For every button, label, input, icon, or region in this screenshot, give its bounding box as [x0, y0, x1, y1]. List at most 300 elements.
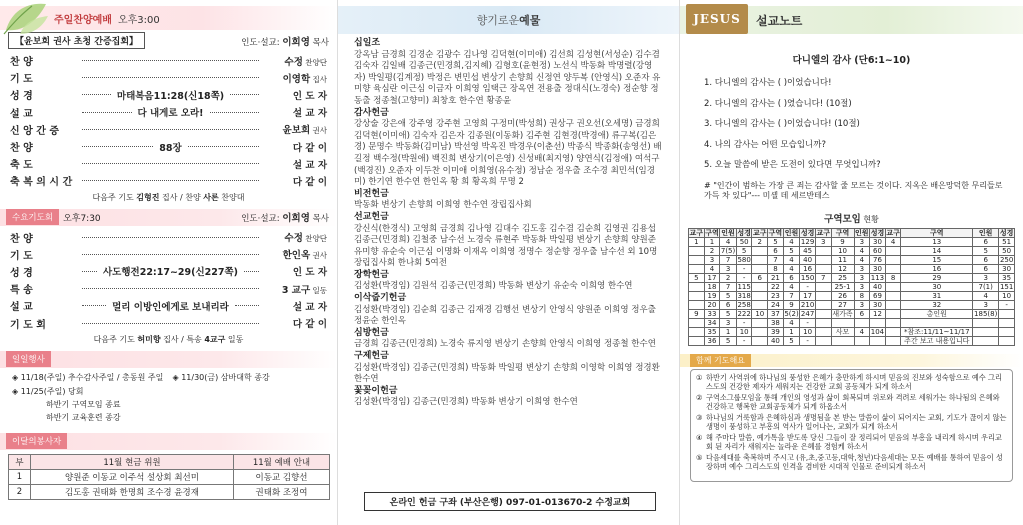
table-cell: 17 — [704, 273, 720, 282]
prayer-item — [696, 373, 1007, 391]
dotted-leader — [244, 271, 259, 272]
table-cell: 권태화 조정여 — [234, 484, 330, 499]
table-cell — [689, 327, 705, 336]
table-cell: 69 — [870, 291, 886, 300]
table-cell: 3 — [720, 264, 737, 273]
table-row — [689, 255, 1015, 264]
table-cell: 8 — [768, 264, 784, 273]
prayer-header — [680, 354, 1023, 367]
table-cell: 1 — [704, 237, 720, 246]
table-cell: 2 — [752, 237, 768, 246]
dotted-leader — [235, 305, 259, 306]
table-cell — [870, 336, 886, 345]
table-row — [9, 484, 330, 499]
prayer-number: ④ — [696, 432, 703, 442]
table-header: 11월 예배 안내 — [234, 454, 330, 469]
table-cell — [815, 309, 831, 318]
table-cell — [999, 336, 1015, 345]
table-cell: 19 — [704, 291, 720, 300]
order-row — [6, 104, 331, 121]
table-cell — [815, 291, 831, 300]
order-person: 인 도 자 — [292, 267, 327, 279]
table-cell: 580 — [737, 255, 751, 264]
sunday-preacher: 인도·설교: 이희영 목사 — [241, 36, 329, 48]
prayer-item — [696, 453, 1007, 471]
order-label: 찬 양 — [10, 57, 33, 69]
table-cell: 5 — [783, 246, 800, 255]
table-header: 인원 — [721, 228, 735, 237]
table-cell: 36 — [704, 336, 720, 345]
offering-names: 김성환(박경임) 김원석 김종근(민경희) 박동화 변상기 유순숙 이희영 한수연 — [354, 281, 633, 292]
table-cell: 7 — [768, 255, 784, 264]
prayer-text: 해 주마다 말씀, 예가톡을 받도록 당신 그들이 잘 정리되어 믿음의 부흥을 내리게 하시며 우리교회 된 자리가 새워지는 놀라운 은혜를 경험케 하소서 — [706, 432, 1002, 451]
table-cell: 17 — [800, 291, 816, 300]
table-cell: 250 — [999, 255, 1014, 264]
table-cell: 210 — [800, 300, 815, 309]
table-cell — [752, 255, 768, 264]
order-detail: 다 내게로 오라! — [137, 108, 204, 120]
table-cell: 23 — [768, 291, 784, 300]
order-label: 기 도 — [10, 250, 33, 262]
dotted-leader — [82, 288, 259, 289]
news-item: ◈ 11/30(금) 삼바대학 종강 — [172, 372, 270, 382]
table-cell — [831, 318, 854, 327]
table-row — [689, 327, 1015, 336]
table-cell: 30 — [999, 264, 1015, 273]
table-header: 교구 — [689, 228, 704, 237]
table-cell — [815, 327, 831, 336]
table-cell: 222 — [737, 309, 751, 318]
wednesday-prayer-tag: 수요기도회 — [6, 209, 59, 225]
offering-category: 심방헌금 — [354, 327, 389, 338]
table-cell — [885, 246, 901, 255]
table-cell: 18 — [704, 282, 720, 291]
table-cell: 5 — [783, 336, 800, 345]
dotted-leader — [82, 129, 259, 130]
dotted-leader — [210, 112, 260, 113]
table-cell: 4 — [783, 237, 800, 246]
sermon-topic: 다니엘의 감사 (단6:1~10) — [792, 55, 911, 66]
table-cell: 30 — [901, 282, 973, 291]
table-cell: 45 — [800, 246, 816, 255]
news-subitem: 하반기 구역모임 종료 — [46, 399, 121, 409]
table-cell: 30 — [870, 264, 886, 273]
table-cell: 113 — [870, 273, 885, 282]
table-row — [689, 300, 1015, 309]
offerings-title-b: 예물 — [519, 14, 541, 27]
dotted-leader — [188, 146, 259, 147]
table-cell: 35 — [704, 327, 720, 336]
table-cell: 7 — [815, 273, 831, 282]
order-row — [6, 297, 331, 314]
order-person: 다 같 이 — [292, 176, 327, 188]
order-row — [6, 138, 331, 155]
table-cell — [885, 291, 901, 300]
order-detail: 88장 — [159, 142, 182, 154]
table-cell: 33 — [704, 309, 720, 318]
table-cell: - — [800, 318, 816, 327]
table-header: 구역 — [705, 228, 719, 237]
table-header: 인원 — [784, 228, 799, 237]
sermon-series-box: 【윤보희 권사 초청 간증집회】 — [8, 32, 145, 49]
order-row — [6, 280, 331, 297]
quote-text: # "인간이 범하는 가장 큰 죄는 감사할 줄 모르는 것이다. 지옥은 배은망덕한 무리들로 가득 차 있다"--- 미셸 데 세르반테스 — [704, 180, 1003, 200]
table-cell — [752, 327, 768, 336]
table-cell: 4 — [854, 327, 870, 336]
prayer-text: 다음세대를 축복하며 주시고 (유,초,중고등,대학,청년)다음세대는 모든 예배를 통하여 믿음이 성장하며 예수 그리스도의 인격을 겸비한 시대적 인물로 준비되게 하소서 — [706, 452, 1003, 471]
table-cell — [689, 300, 705, 309]
order-person: 한인옥 권사 — [282, 250, 327, 262]
table-cell: 3 — [704, 255, 720, 264]
table-header: 인원 — [855, 228, 869, 237]
order-detail: 멀리 이방인에게로 보내리라 — [112, 301, 229, 313]
question-item: 4. 나의 감사는 어떤 모습입니까? — [704, 139, 826, 150]
order-person: 인 도 자 — [292, 90, 327, 102]
table-header: 성경 — [870, 228, 885, 237]
table-cell — [752, 246, 768, 255]
table-cell: 247 — [800, 309, 815, 318]
table-cell — [870, 318, 886, 327]
table-cell: 4 — [973, 291, 999, 300]
table-cell: 37 — [768, 309, 784, 318]
table-cell: 10 — [736, 327, 752, 336]
table-cell: - — [736, 273, 752, 282]
volunteers-table — [8, 454, 330, 500]
table-cell: 7 — [783, 291, 800, 300]
offering-category: 비전헌금 — [354, 188, 389, 199]
news-item: ◈ 11/25(주일) 당회 — [12, 386, 84, 396]
wednesday-prayer-time: 오후7:30 — [63, 213, 101, 224]
offerings-header — [338, 6, 679, 34]
table-cell — [815, 300, 831, 309]
table-header: 구역 — [831, 228, 854, 237]
table-cell: 27 — [831, 300, 854, 309]
table-cell — [752, 264, 768, 273]
order-row — [6, 172, 331, 189]
order-person: 다 같 이 — [292, 142, 327, 154]
table-cell — [831, 336, 854, 345]
prayer-list — [690, 369, 1013, 482]
zone-meeting-table — [688, 228, 1015, 346]
table-cell: 12 — [831, 264, 854, 273]
table-cell: 6 — [768, 246, 784, 255]
table-cell: - — [736, 318, 752, 327]
table-cell: - — [800, 282, 816, 291]
order-person: 수정 찬양단 — [284, 56, 327, 68]
table-cell: 3 — [720, 318, 737, 327]
table-cell: 129 — [800, 237, 815, 246]
news-list — [6, 368, 331, 427]
table-cell: 16 — [901, 264, 973, 273]
sunday-worship-title: 주일찬양예배 — [54, 14, 112, 26]
table-cell — [901, 318, 973, 327]
table-cell — [854, 318, 870, 327]
order-label: 찬 양 — [10, 233, 33, 245]
table-cell — [885, 309, 901, 318]
dotted-leader — [82, 77, 259, 78]
question-item: 5. 오늘 말씀에 받은 도전이 있다면 무엇입니까? — [704, 160, 881, 170]
order-detail: 마태복음11:28(신18쪽) — [116, 90, 225, 102]
table-cell: 25 — [831, 273, 854, 282]
table-cell: - — [999, 300, 1015, 309]
table-cell: 총인원 — [901, 309, 973, 318]
table-header: 구역 — [768, 228, 783, 237]
table-cell: 6 — [973, 237, 999, 246]
table-cell — [752, 282, 768, 291]
offering-names: 강신식(한경식) 고영희 금경희 김나영 김대수 김도홍 김수겸 김순희 김영권 김용섭 김종근(민경희) 김철중 남수선 노경숙 류현주 박동화 박일평 변상기 손향희 양원준 유미향 유순숙 이근심 이명화 이재옥 이희영 정명수 정순향 정우출 남수선 외 10명 장립집사회 한나회 5여전 — [354, 223, 658, 269]
table-cell — [999, 327, 1015, 336]
order-row — [6, 263, 331, 280]
offering-names: 금경희 김종근(민경희) 노경숙 류지영 변상기 손향희 안영식 이희영 정종철 한수연 — [354, 339, 656, 350]
news-tag: 일일행사 — [6, 351, 51, 367]
table-cell: 14 — [901, 246, 973, 255]
table-cell: 사모 — [831, 327, 854, 336]
table-cell: 21 — [768, 273, 784, 282]
dotted-leader — [82, 146, 153, 147]
table-cell: 60 — [870, 246, 886, 255]
question-item: 1. 다니엘의 감사는 ( )이었습니다! — [704, 78, 832, 88]
table-cell: 115 — [737, 282, 751, 291]
prayer-number: ① — [696, 372, 703, 382]
order-label: 성 경 — [10, 267, 33, 279]
table-cell: 258 — [737, 300, 751, 309]
table-cell: 주간 보고 내용입니다 — [901, 336, 973, 345]
table-cell: 50 — [736, 237, 752, 246]
table-cell: 29 — [901, 273, 973, 282]
table-cell: 35 — [999, 273, 1015, 282]
sermon-note-header — [680, 6, 1023, 34]
order-person: 윤보희 권사 — [282, 125, 327, 137]
table-cell: 9 — [831, 237, 854, 246]
order-person: 이영학 집사 — [282, 73, 327, 85]
table-header: 인원 — [973, 228, 999, 237]
dotted-leader — [82, 254, 259, 255]
offering-names: 강옥남 금경희 김경순 김광수 김나영 김덕현(이미애) 김선희 김성현(서성순) 김수겸 김숙자 김일배 김종근(민경희,김지혜) 김형호(윤현정) 노선식 박동화 박명렬(강영자) 박일평(김계정) 박정은 변민섭 변상기 손향희 신정연 양두복 (안영식) 오준자 유미향 육심란 이근심 이금자 이희영 임택근 장옥연 전용출 정대식(노경숙) 정순향 정동출 정종철(고향미) 최창호 한수연 황종윤 — [354, 49, 661, 106]
dotted-leader — [82, 305, 106, 306]
table-cell — [999, 309, 1015, 318]
table-cell: - — [800, 336, 816, 345]
table-cell: 7(1) — [973, 282, 999, 291]
table-cell: 6 — [752, 273, 768, 282]
table-cell: 32 — [901, 300, 973, 309]
table-row — [689, 309, 1015, 318]
prayer-item — [696, 393, 1007, 411]
table-header: 11월 현금 위원 — [31, 454, 234, 469]
table-cell — [999, 318, 1015, 327]
table-row — [689, 336, 1015, 345]
table-cell: 8 — [854, 291, 870, 300]
table-header: 성경 — [800, 228, 815, 237]
table-row — [689, 237, 1015, 246]
dotted-leader — [230, 94, 259, 95]
table-cell: 4 — [885, 237, 901, 246]
jesus-logo: JESUS — [686, 4, 748, 34]
news-header — [0, 351, 337, 368]
worship-order-column — [0, 0, 338, 525]
table-cell: 3 — [973, 300, 999, 309]
table-cell — [752, 336, 768, 345]
table-header: 부 — [9, 454, 31, 469]
dotted-leader — [82, 163, 259, 164]
table-cell: 5 — [768, 237, 784, 246]
table-row — [689, 264, 1015, 273]
prayer-tag: 함께 기도해요 — [690, 354, 751, 367]
table-cell: 6 — [973, 264, 999, 273]
table-cell: 5 — [720, 336, 737, 345]
table-cell: 10 — [752, 309, 768, 318]
table-cell — [689, 264, 705, 273]
offering-category: 장학헌금 — [354, 269, 389, 280]
sunday-order-list — [6, 52, 331, 190]
table-cell: 5 — [736, 246, 752, 255]
table-cell: 1 — [689, 237, 705, 246]
table-cell: 12 — [870, 309, 886, 318]
table-header: 성경 — [999, 228, 1014, 237]
order-person: 다 같 이 — [292, 319, 327, 331]
table-cell: 1 — [720, 327, 737, 336]
table-header: 교구 — [816, 228, 831, 237]
order-label: 축 도 — [10, 160, 33, 172]
table-cell: 40 — [870, 282, 886, 291]
table-cell — [752, 318, 768, 327]
table-cell: 104 — [870, 327, 885, 336]
offering-category: 선교헌금 — [354, 211, 389, 222]
table-cell: 새가족 — [832, 309, 853, 318]
offering-category: 감사헌금 — [354, 107, 389, 118]
table-cell: 150 — [800, 273, 815, 282]
table-cell: 5 — [689, 273, 705, 282]
table-cell — [885, 300, 901, 309]
prayer-item — [696, 433, 1007, 451]
table-cell — [815, 246, 831, 255]
table-cell: 3 — [854, 282, 870, 291]
order-row — [6, 86, 331, 103]
offerings-title-a: 향기로운 — [476, 14, 520, 27]
table-cell — [752, 300, 768, 309]
table-cell — [815, 264, 831, 273]
volunteers-tag: 이달의봉사자 — [6, 433, 67, 449]
order-row — [6, 314, 331, 331]
table-header: 성경 — [737, 228, 751, 237]
table-cell: 7 — [720, 282, 737, 291]
table-cell: 1 — [9, 469, 31, 484]
order-person: 수정 찬양단 — [284, 233, 327, 245]
sermon-questions — [686, 66, 1017, 179]
prayer-number: ⑤ — [696, 452, 703, 462]
table-cell: - — [736, 336, 752, 345]
table-cell: 5 — [720, 291, 737, 300]
table-cell: 4 — [704, 264, 720, 273]
table-cell: 30 — [870, 300, 886, 309]
table-cell: 6 — [720, 300, 737, 309]
table-cell: 10 — [831, 246, 854, 255]
dotted-leader — [82, 237, 259, 238]
table-cell: 50 — [999, 246, 1015, 255]
table-cell — [885, 318, 901, 327]
table-cell: 4 — [783, 318, 800, 327]
order-label: 기 도 회 — [10, 319, 46, 331]
leaf-decoration-icon — [2, 0, 50, 36]
table-cell: 3 — [854, 264, 870, 273]
order-label: 설 교 — [10, 108, 33, 120]
table-cell: 이동교 김향선 — [234, 469, 330, 484]
order-row — [6, 229, 331, 246]
order-label: 찬 양 — [10, 143, 33, 155]
table-cell: 39 — [768, 327, 784, 336]
table-cell: 7 — [720, 255, 737, 264]
order-label: 설 교 — [10, 302, 33, 314]
table-cell — [885, 264, 901, 273]
table-cell: 5 — [973, 246, 999, 255]
table-cell: 10 — [999, 291, 1015, 300]
question-item: 3. 다니엘의 감사는 ( )이었습니다! (10절) — [704, 119, 860, 129]
table-row — [689, 273, 1015, 282]
online-account-box: 온라인 헌금 구좌 (부산은행) 097-01-013670-2 수정교회 — [364, 492, 656, 511]
table-row — [689, 291, 1015, 300]
question-item: 2. 다니엘의 감사는 ( )였습니다! (10절) — [704, 98, 852, 109]
table-cell: 11 — [831, 255, 854, 264]
offering-category: 이삭줍기헌금 — [354, 293, 407, 304]
table-cell — [973, 327, 999, 336]
table-cell: 2 — [704, 246, 720, 255]
table-cell: 3 — [854, 300, 870, 309]
order-label: 성 경 — [10, 91, 33, 103]
table-cell — [689, 336, 705, 345]
table-cell — [752, 291, 768, 300]
table-cell — [815, 255, 831, 264]
table-cell — [885, 327, 901, 336]
table-cell — [689, 291, 705, 300]
offering-category: 십일조 — [354, 38, 381, 48]
table-cell — [689, 255, 705, 264]
table-cell — [815, 282, 831, 291]
prayer-text: 하반기 사역위에 하나님의 풍성한 은혜가 충만하게 하시며 믿음의 진보와 성숙함으로 예수 그리스도의 건강한 제자가 세워지는 건강한 교회 공동체가 되게 하소서 — [706, 372, 1002, 391]
table-row — [689, 318, 1015, 327]
table-cell: 7(5) — [720, 246, 736, 255]
table-cell: 38 — [768, 318, 784, 327]
table-cell: 5 — [720, 309, 737, 318]
table-cell — [885, 336, 901, 345]
table-row — [9, 469, 330, 484]
table-cell: 3 — [815, 237, 831, 246]
table-header-row — [689, 228, 1015, 237]
table-cell — [885, 282, 901, 291]
table-cell: 185(8) — [974, 309, 998, 318]
table-row — [689, 246, 1015, 255]
table-cell: 4 — [783, 264, 800, 273]
table-cell: 3 — [854, 237, 870, 246]
wednesday-preacher: 인도·설교: 이희영 목사 — [241, 213, 329, 224]
table-header: 교구 — [753, 228, 767, 237]
sermon-note-column — [680, 0, 1023, 525]
table-cell: 6 — [854, 309, 870, 318]
order-detail: 사도행전22:17~29(신227쪽) — [103, 267, 238, 279]
table-cell: 31 — [901, 291, 973, 300]
offerings-column — [338, 0, 680, 525]
table-cell — [689, 282, 705, 291]
table-cell: 5(2) — [784, 309, 799, 318]
order-row — [6, 52, 331, 69]
order-person: 설 교 자 — [292, 301, 327, 313]
order-label: 기 도 — [10, 74, 33, 86]
dotted-leader — [82, 60, 259, 61]
prayer-number: ② — [696, 392, 703, 402]
order-row — [6, 121, 331, 138]
prayer-text: 하나님의 거룩함과 은혜하심과 생명됨을 본 받는 말씀이 삶이 되어지는 교회, 기도가 끊이지 않는 생명이 풍성하고 부흥의 역사가 일어나는, 교회가 되게 하소서 — [706, 412, 1007, 431]
order-person: 설 교 자 — [292, 108, 328, 120]
table-cell: 20 — [704, 300, 720, 309]
table-cell: 2 — [9, 484, 31, 499]
